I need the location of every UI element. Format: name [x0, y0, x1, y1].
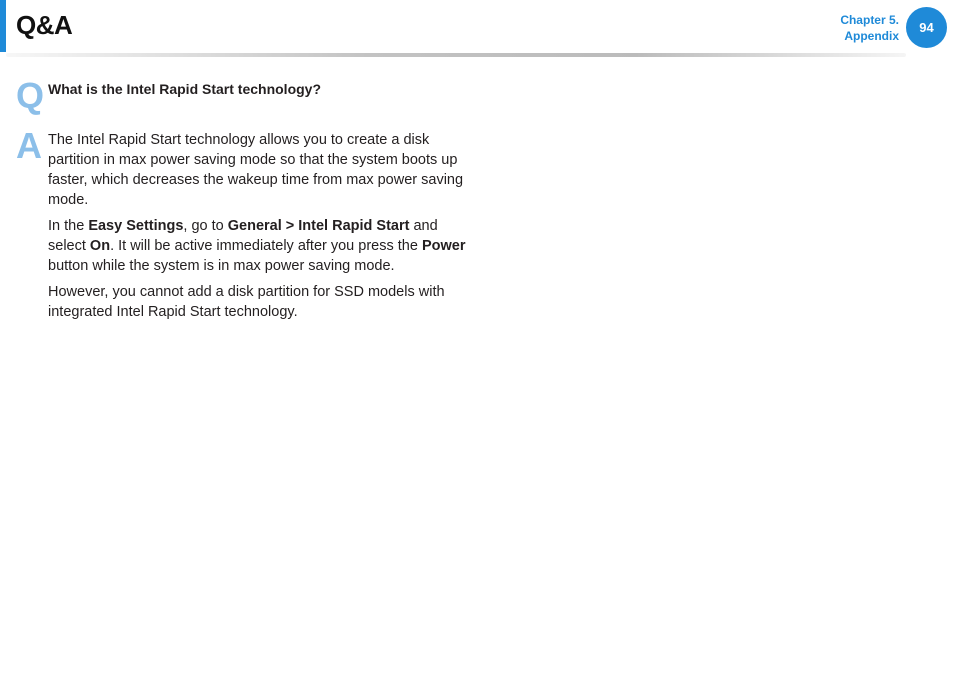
question-marker: Q — [16, 75, 45, 116]
answer-paragraph-3: However, you cannot add a disk partition for SSD models with integrated Intel Rapid Start technology. — [48, 284, 445, 320]
easy-settings-label: Easy Settings — [88, 218, 184, 234]
answer-body — [48, 130, 468, 328]
answer-marker: A — [16, 125, 42, 166]
answer-text: button while the system is in max power saving mode. — [48, 258, 395, 274]
power-button-label: Power — [421, 238, 466, 254]
answer-text: . It will be active immediately after you press the — [110, 238, 422, 254]
page-number-badge: 94 — [906, 7, 947, 48]
answer-paragraph-1: The Intel Rapid Start technology allows you to create a disk partition in max power saving mode so that the system boots up faster, which decreases the wakeup time from max power saving mode. — [48, 132, 464, 208]
answer-paragraph-2 — [48, 216, 468, 276]
chapter-name: Appendix — [844, 29, 899, 43]
header-accent-bar — [0, 0, 6, 52]
answer-text: , go to — [183, 218, 228, 234]
header-divider — [6, 53, 906, 57]
menu-path-label: General > Intel Rapid Start — [227, 218, 410, 234]
page-title: Q&A — [16, 10, 73, 40]
chapter-number: Chapter 5. — [840, 13, 899, 27]
question-text: What is the Intel Rapid Start technology? — [48, 81, 322, 97]
on-option-label: On — [89, 238, 111, 254]
answer-text: In the — [48, 218, 89, 234]
chapter-label — [840, 12, 899, 44]
answer-text: and select — [48, 218, 438, 254]
